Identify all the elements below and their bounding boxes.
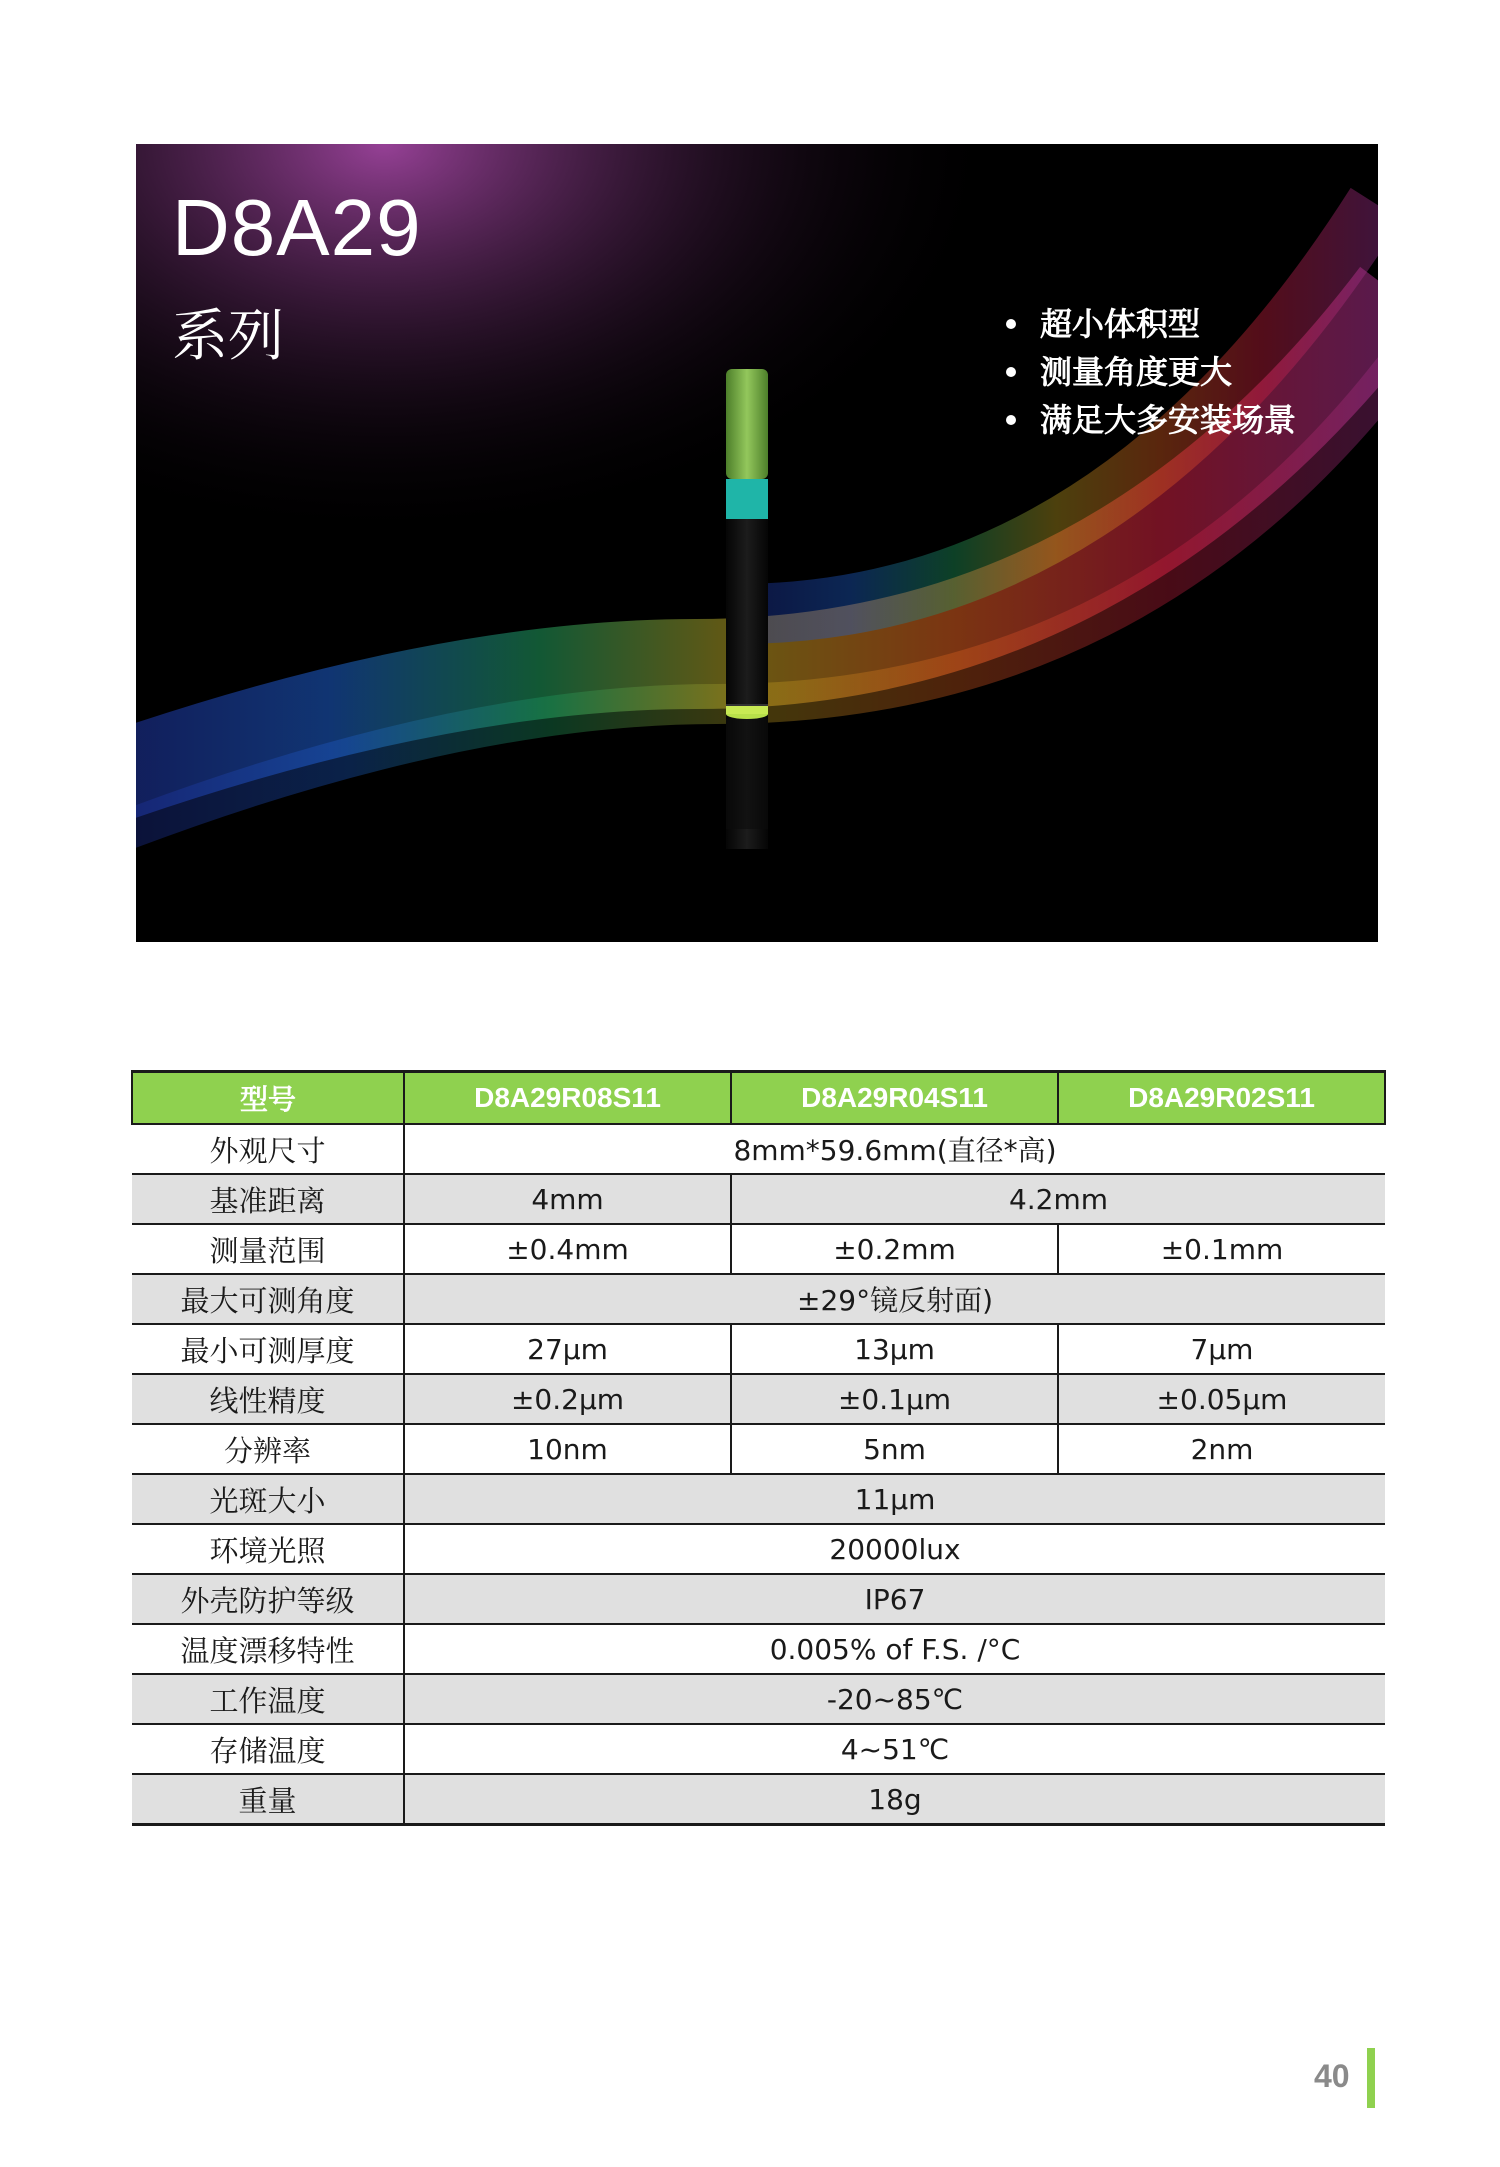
row-value: ±0.2μm <box>404 1374 731 1424</box>
header-model-r08: D8A29R08S11 <box>404 1072 731 1125</box>
table-row <box>132 1324 1385 1374</box>
feature-item: 满足大多安装场景 <box>1006 396 1296 444</box>
row-label: 最小可测厚度 <box>132 1324 404 1374</box>
row-value: ±0.1μm <box>731 1374 1058 1424</box>
table-row <box>132 1224 1385 1274</box>
table-row <box>132 1724 1385 1774</box>
table-row <box>132 1424 1385 1474</box>
row-value: 10nm <box>404 1424 731 1474</box>
row-label: 外观尺寸 <box>132 1124 404 1174</box>
row-value: IP67 <box>404 1574 1385 1624</box>
row-value: ±0.1mm <box>1058 1224 1385 1274</box>
row-value: ±0.4mm <box>404 1224 731 1274</box>
header-model: 型号 <box>132 1072 404 1125</box>
row-label: 最大可测角度 <box>132 1274 404 1324</box>
row-label: 外壳防护等级 <box>132 1574 404 1624</box>
table-row <box>132 1674 1385 1724</box>
row-value: ±29°镜反射面) <box>404 1274 1385 1324</box>
row-label: 光斑大小 <box>132 1474 404 1524</box>
row-label: 分辨率 <box>132 1424 404 1474</box>
bullet-icon <box>1006 415 1016 425</box>
hero-banner <box>136 144 1378 942</box>
row-label: 环境光照 <box>132 1524 404 1574</box>
row-value: 4.2mm <box>731 1174 1385 1224</box>
row-value: 18g <box>404 1774 1385 1825</box>
page-number: 40 <box>1314 2058 1350 2094</box>
spec-table <box>131 1070 1386 1826</box>
table-row <box>132 1374 1385 1424</box>
row-label: 基准距离 <box>132 1174 404 1224</box>
row-value: -20~85℃ <box>404 1674 1385 1724</box>
table-row <box>132 1474 1385 1524</box>
table-row <box>132 1624 1385 1674</box>
table-row <box>132 1774 1385 1825</box>
table-row <box>132 1274 1385 1324</box>
bullet-icon <box>1006 367 1016 377</box>
row-label: 存储温度 <box>132 1724 404 1774</box>
table-row <box>132 1524 1385 1574</box>
feature-item: 超小体积型 <box>1006 300 1296 348</box>
row-label: 线性精度 <box>132 1374 404 1424</box>
feature-item: 测量角度更大 <box>1006 348 1296 396</box>
row-value: 13μm <box>731 1324 1058 1374</box>
bullet-icon <box>1006 319 1016 329</box>
row-value: 11μm <box>404 1474 1385 1524</box>
row-value: ±0.05μm <box>1058 1374 1385 1424</box>
feature-list <box>1006 300 1296 444</box>
table-row <box>132 1574 1385 1624</box>
row-value: 2nm <box>1058 1424 1385 1474</box>
row-value: 0.005% of F.S. /°C <box>404 1624 1385 1674</box>
row-value: ±0.2mm <box>731 1224 1058 1274</box>
hero-title: D8A29 <box>172 183 422 272</box>
spec-table-body <box>132 1124 1385 1825</box>
row-value: 7μm <box>1058 1324 1385 1374</box>
row-value: 20000lux <box>404 1524 1385 1574</box>
row-label: 重量 <box>132 1774 404 1825</box>
table-row <box>132 1124 1385 1174</box>
header-model-r04: D8A29R04S11 <box>731 1072 1058 1125</box>
row-label: 温度漂移特性 <box>132 1624 404 1674</box>
row-value: 5nm <box>731 1424 1058 1474</box>
row-label: 工作温度 <box>132 1674 404 1724</box>
row-value: 8mm*59.6mm(直径*高) <box>404 1124 1385 1174</box>
hero-subtitle: 系列 <box>172 304 284 369</box>
row-label: 测量范围 <box>132 1224 404 1274</box>
row-value: 4mm <box>404 1174 731 1224</box>
table-row <box>132 1174 1385 1224</box>
row-value: 27μm <box>404 1324 731 1374</box>
page-number-bar <box>1367 2048 1375 2108</box>
row-value: 4~51℃ <box>404 1724 1385 1774</box>
header-model-r02: D8A29R02S11 <box>1058 1072 1385 1125</box>
probe-image <box>726 369 768 849</box>
table-header-row <box>132 1072 1385 1125</box>
